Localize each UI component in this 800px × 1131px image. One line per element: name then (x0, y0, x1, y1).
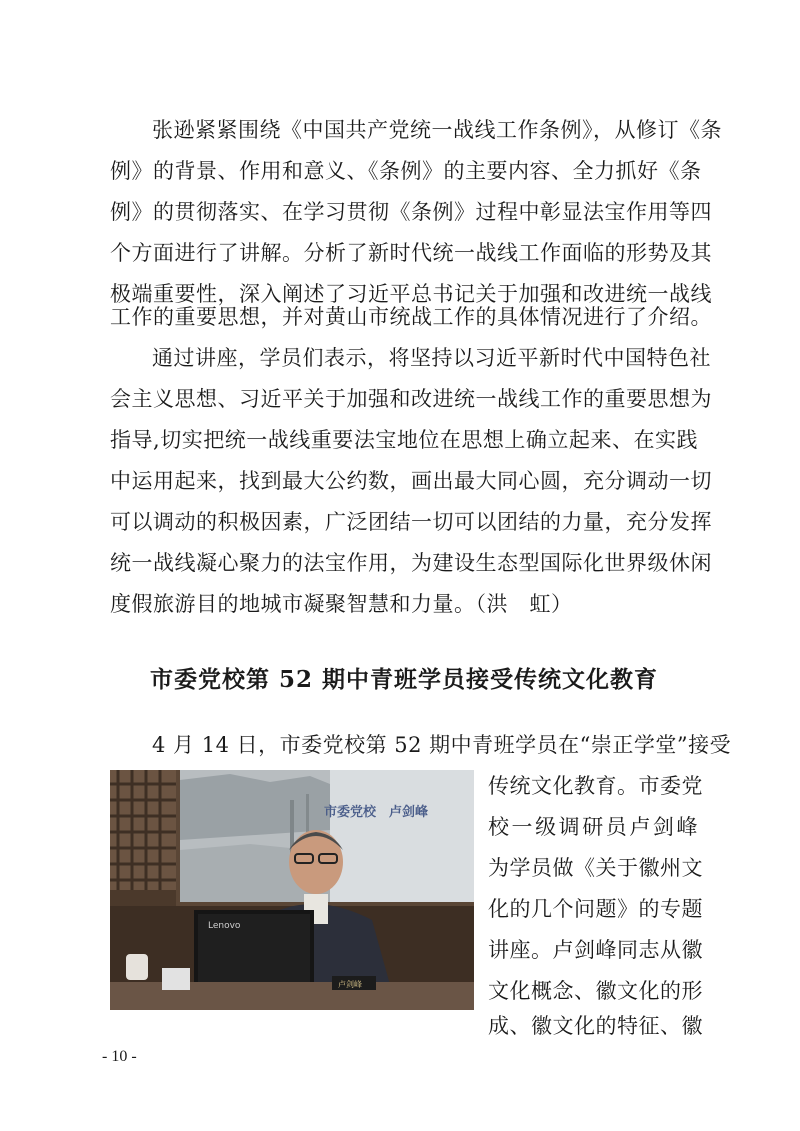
paragraph-3-line: 化的几个问题》的专题 (488, 897, 703, 921)
paragraph-1-line: 极端重要性，深入阐述了习近平总书记关于加强和改进统一战线 (110, 282, 712, 306)
paragraph-3-line: 成、徽文化的特征、徽 (488, 1014, 703, 1038)
paragraph-1-line: 张逊紧紧围绕《中国共产党统一战线工作条例》，从修订《条 (152, 118, 722, 142)
paragraph-3-line: 文化概念、徽文化的形 (488, 979, 703, 1003)
lecture-photo (110, 770, 474, 1010)
paragraph-2-line: 中运用起来，找到最大公约数，画出最大同心圆，充分调动一切 (110, 469, 712, 493)
paragraph-3-line: 校一级调研员卢剑峰 (488, 815, 698, 839)
paragraph-2-line: 可以调动的积极因素，广泛团结一切可以团结的力量，充分发挥 (110, 510, 712, 534)
paragraph-1-line: 个方面进行了讲解。分析了新时代统一战线工作面临的形势及其 (110, 241, 712, 265)
paragraph-2-line: 统一战线凝心聚力的法宝作用，为建设生态型国际化世界级休闲 (110, 551, 712, 575)
page-number: - 10 - (102, 1048, 137, 1065)
paragraph-3-line: 4 月 14 日，市委党校第 52 期中青班学员在“崇正学堂”接受 (152, 733, 732, 757)
tea-cup (126, 954, 148, 980)
desk-sign (162, 968, 190, 990)
paragraph-3-line: 传统文化教育。市委党 (488, 774, 703, 798)
paragraph-2-line: 指导,切实把统一战线重要法宝地位在思想上确立起来、在实践 (110, 428, 698, 452)
screen-caption: 市委党校 卢剑峰 (324, 805, 429, 820)
paragraph-2-line: 会主义思想、习近平关于加强和改进统一战线工作的重要思想为 (110, 387, 712, 411)
lecture-photo-illustration (110, 770, 474, 1010)
paragraph-2-line: 通过讲座，学员们表示，将坚持以习近平新时代中国特色社 (152, 346, 711, 370)
paragraph-1-line: 例》的贯彻落实、在学习贯彻《条例》过程中彰显法宝作用等四 (110, 200, 712, 224)
paragraph-3-line: 讲座。卢剑峰同志从徽 (488, 938, 703, 962)
paragraph-2-line: 度假旅游目的地城市凝聚智慧和力量。（洪 虹） (110, 592, 573, 616)
paragraph-1-line: 工作的重要思想，并对黄山市统战工作的具体情况进行了介绍。 (110, 305, 712, 329)
paragraph-1-line: 例》的背景、作用和意义、《条例》的主要内容、全力抓好《条 (110, 159, 702, 183)
paragraph-3-line: 为学员做《关于徽州文 (488, 856, 703, 880)
article-heading: 市委党校第 52 期中青班学员接受传统文化教育 (149, 666, 659, 693)
laptop-brand: Lenovo (208, 921, 241, 931)
nameplate: 卢剑峰 (338, 980, 362, 989)
